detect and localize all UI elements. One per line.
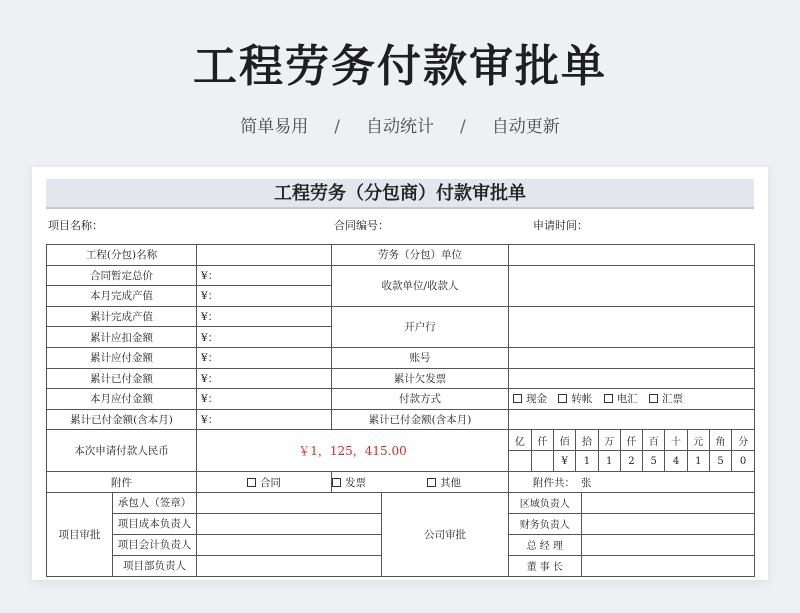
attach-invoice-other <box>332 472 509 493</box>
cum-paid-incl-month-value-2[interactable] <box>509 409 755 430</box>
project-signer: 承包人（签章） <box>113 492 197 513</box>
checkbox-contract[interactable] <box>247 478 256 487</box>
digit-unit: 角 <box>709 430 731 451</box>
digit-value: 0 <box>739 455 747 467</box>
bank-label: 开户行 <box>332 306 509 347</box>
cum-invoice-owed-label: 累计欠发票 <box>332 368 509 389</box>
project-signature[interactable] <box>197 534 382 555</box>
payee-label: 收款单位/收款人 <box>332 265 509 306</box>
checkbox-transfer[interactable] <box>558 394 567 403</box>
project-signature[interactable] <box>197 492 382 513</box>
company-sign-row <box>509 513 755 534</box>
cum-deduct-label: 累计应扣金额 <box>47 327 197 348</box>
project-signature[interactable] <box>197 555 382 576</box>
amount-digit-grid <box>509 430 755 472</box>
project-sub-name-value[interactable] <box>197 245 332 266</box>
form-title: 工程劳务（分包商）付款审批单 <box>46 179 754 209</box>
cum-deduct-value[interactable]: ¥： <box>197 327 332 348</box>
project-signature[interactable] <box>197 513 382 534</box>
digit-value: 1 <box>576 451 598 472</box>
contract-total-label: 合同暂定总价 <box>47 265 197 286</box>
digit-unit: 佰 <box>554 430 576 451</box>
cum-paid-incl-month-value[interactable]: ¥： <box>197 409 332 430</box>
subtitle-separator: / <box>334 117 340 137</box>
project-sub-name-label: 工程(分包)名称 <box>47 245 197 266</box>
digit-unit: 拾 <box>576 430 598 451</box>
checkbox-invoice[interactable] <box>332 478 341 487</box>
company-signature[interactable] <box>581 556 754 576</box>
labor-unit-value[interactable] <box>509 245 755 266</box>
month-payable-value[interactable]: ¥： <box>197 389 332 410</box>
digit-value: 1 <box>598 451 620 472</box>
attach-contract <box>197 472 332 493</box>
checkbox-other[interactable] <box>427 478 436 487</box>
project-name-label: 项目名称： <box>48 219 103 232</box>
digit-unit: 亿 <box>509 430 531 451</box>
payee-value[interactable] <box>509 265 755 306</box>
page-title: 工程劳务付款审批单 <box>193 41 607 92</box>
attach-total-label: 附件共： <box>533 476 576 489</box>
company-signature[interactable] <box>581 514 754 534</box>
option-cash: 现金 <box>526 393 548 406</box>
company-signer: 董 事 长 <box>509 556 581 576</box>
digit-value: 1 <box>687 451 709 472</box>
pay-method-label: 付款方式 <box>332 389 509 410</box>
company-signer: 财务负责人 <box>509 514 581 534</box>
cum-payable-value[interactable]: ¥： <box>197 347 332 368</box>
checkbox-cash[interactable] <box>513 394 522 403</box>
company-signature[interactable] <box>581 493 754 513</box>
digit-unit: 百 <box>643 430 665 451</box>
month-output-value[interactable]: ¥： <box>197 286 332 307</box>
digit-value <box>531 451 553 472</box>
account-value[interactable] <box>509 347 755 368</box>
checkbox-draft[interactable] <box>649 394 658 403</box>
month-output-label: 本月完成产值 <box>47 286 197 307</box>
contract-no-label: 合同编号： <box>334 219 389 232</box>
labor-unit-label: 劳务（分包）单位 <box>332 245 509 266</box>
digit-unit: 十 <box>665 430 687 451</box>
option-contract: 合同 <box>260 476 282 489</box>
month-payable-label: 本月应付金额 <box>47 389 197 410</box>
digit-value: 4 <box>665 451 687 472</box>
cum-invoice-owed-value[interactable] <box>509 368 755 389</box>
subtitle-item: 简单易用 <box>240 117 309 137</box>
attachment-label: 附件 <box>47 472 197 493</box>
project-review-label: 项目审批 <box>47 492 113 576</box>
digit-value: 2 <box>620 451 642 472</box>
digit-unit: 仟 <box>620 430 642 451</box>
company-sign-row <box>509 555 755 576</box>
digit-value <box>509 451 531 472</box>
apply-time-label: 申请时间： <box>533 219 588 232</box>
cum-output-label: 累计完成产值 <box>47 306 197 327</box>
subtitle-item: 自动更新 <box>491 117 560 137</box>
apply-rmb-label: 本次申请付款人民币 <box>47 430 197 472</box>
company-signer: 总 经 理 <box>509 535 581 555</box>
bank-value[interactable] <box>509 306 755 347</box>
company-review-label: 公司审批 <box>382 492 509 576</box>
cum-paid-incl-month-label: 累计已付金额(含本月) <box>47 409 197 430</box>
form-card <box>32 167 768 580</box>
account-label: 账号 <box>332 347 509 368</box>
digit-unit: 万 <box>598 430 620 451</box>
pay-method-options <box>509 389 755 410</box>
apply-amount: ￥1，125，415.00 <box>197 430 509 472</box>
project-signer: 项目部负责人 <box>113 555 197 576</box>
checkbox-wire[interactable] <box>604 394 613 403</box>
cum-paid-value[interactable]: ¥： <box>197 368 332 389</box>
subtitle-separator: / <box>460 117 466 137</box>
option-other: 其他 <box>440 476 462 489</box>
cum-payable-label: 累计应付金额 <box>47 347 197 368</box>
digit-unit: 分 <box>732 430 754 451</box>
cum-output-value[interactable]: ¥： <box>197 306 332 327</box>
cum-paid-label: 累计已付金额 <box>47 368 197 389</box>
cum-paid-incl-month-label-2: 累计已付金额(含本月) <box>332 409 509 430</box>
project-signer: 项目成本负责人 <box>113 513 197 534</box>
company-sign-row <box>509 534 755 555</box>
attach-count-unit: 张 <box>581 476 592 489</box>
digit-unit: 元 <box>687 430 709 451</box>
option-invoice: 发票 <box>345 476 367 489</box>
digit-value: ¥ <box>554 451 576 472</box>
digit-unit: 仟 <box>531 430 553 451</box>
option-draft: 汇票 <box>662 393 684 406</box>
attach-count-cell <box>509 472 755 493</box>
approval-table <box>46 244 755 577</box>
option-transfer: 转帐 <box>571 393 593 406</box>
project-signer: 项目会计负责人 <box>113 534 197 555</box>
subtitle <box>0 112 800 137</box>
company-sign-row <box>509 492 755 513</box>
digit-value: 5 <box>643 451 665 472</box>
contract-total-value[interactable]: ¥： <box>197 265 332 286</box>
digit-value: 5 <box>709 451 731 472</box>
company-signature[interactable] <box>581 535 754 555</box>
company-signer: 区域负责人 <box>509 493 581 513</box>
subtitle-item: 自动统计 <box>366 117 434 137</box>
option-wire: 电汇 <box>616 393 638 406</box>
